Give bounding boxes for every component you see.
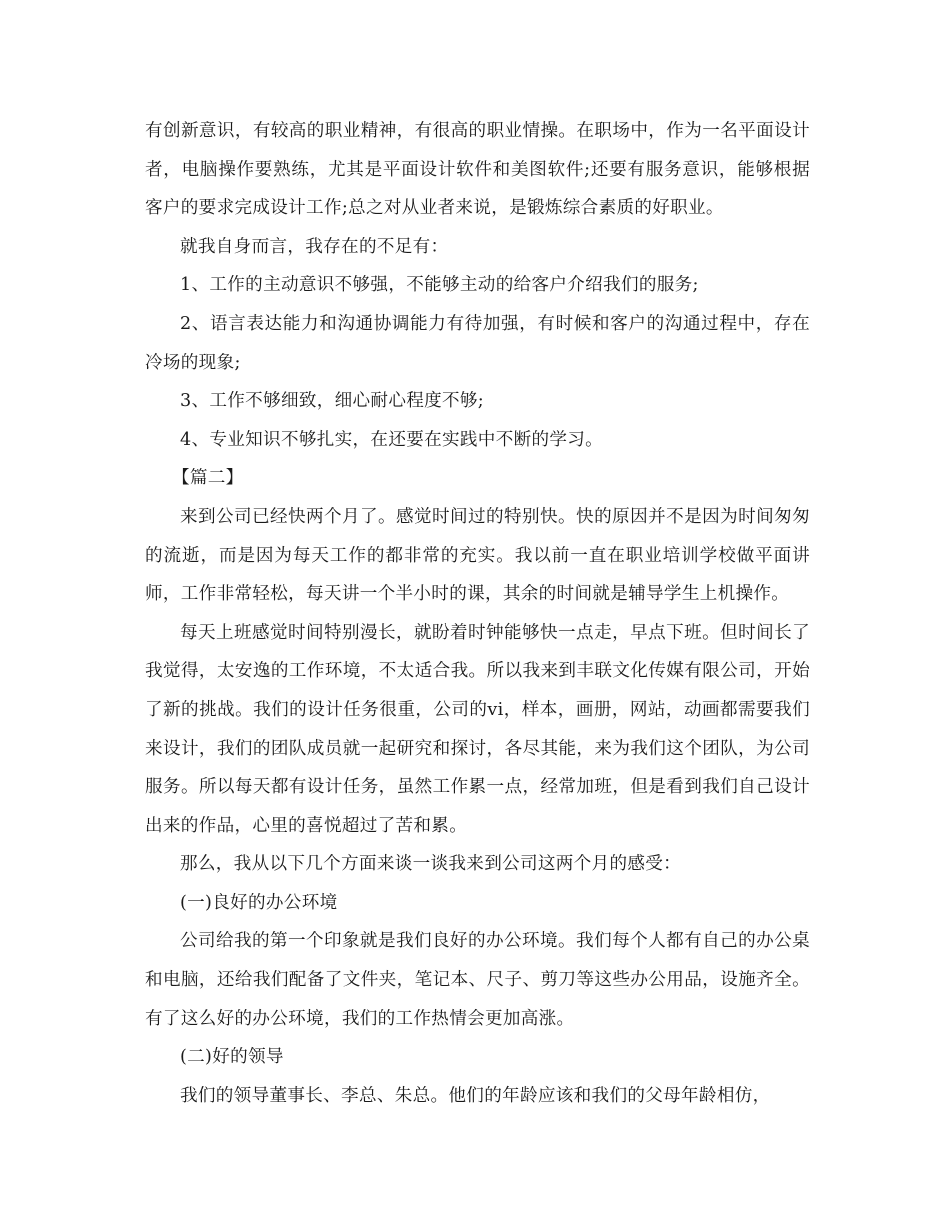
subheading-good-leaders: (二)好的领导: [180, 1047, 284, 1068]
list-item-1: 1、工作的主动意识不够强，不能够主动的给客户介绍我们的服务;: [180, 275, 699, 296]
paragraph-daily-work: 每天上班感觉时间特别漫长，就盼着时钟能够快一点走，早点下班。但时间长了我觉得，太安逸的工作环境，不太适合我。所以我来到丰联文化传媒有限公司，开始了新的挑战。我们的设计任务很重，公司的vi，样本，画册，网站，动画都需要我们来设计，我们的团队成员就一起研究和探讨，各尽其能，来为我们这个团队，为公司服务。所以每天都有设计任务，虽然工作累一点，经常加班，但是看到我们自己设计出来的作品，心里的喜悦超过了苦和累。: [145, 622, 810, 836]
paragraph-office-environment: 公司给我的第一个印象就是我们良好的办公环境。我们每个人都有自己的办公桌和电脑，还给我们配备了文件夹，笔记本、尺子、剪刀等这些办公用品，设施齐全。有了这么好的办公环境，我们的工作热情会更加高涨。: [145, 931, 810, 1029]
paragraph-arrival: 来到公司已经快两个月了。感觉时间过的特别快。快的原因并不是因为时间匆匆的流逝，而是因为每天工作的都非常的充实。我以前一直在职业培训学校做平面讲师，工作非常轻松，每天讲一个半小时的课，其余的时间就是辅导学生上机操作。: [145, 506, 810, 605]
paragraph-shortcomings-intro: 就我自身而言，我存在的不足有：: [180, 236, 449, 257]
paragraph-leaders: 我们的领导董事长、李总、朱总。他们的年龄应该和我们的父母年龄相仿，: [180, 1085, 771, 1106]
document-body: [145, 112, 810, 1115]
list-item-2: 2、语言表达能力和沟通协调能力有待加强，有时候和客户的沟通过程中，存在冷场的现象;: [145, 313, 810, 373]
section-heading-part-two: 【篇二】: [172, 468, 244, 489]
paragraph-aspects-intro: 那么，我从以下几个方面来谈一谈我来到公司这两个月的感受：: [180, 854, 682, 875]
list-item-3: 3、工作不够细致，细心耐心程度不够;: [180, 391, 485, 412]
list-item-4: 4、专业知识不够扎实，在还要在实践中不断的学习。: [180, 429, 604, 450]
paragraph-intro: 有创新意识，有较高的职业精神，有很高的职业情操。在职场中，作为一名平面设计者，电脑操作要熟练，尤其是平面设计软件和美图软件;还要有服务意识，能够根据客户的要求完成设计工作;总之对从业者来说，是锻炼综合素质的好职业。: [145, 121, 810, 219]
subheading-office-environment: (一)良好的办公环境: [180, 892, 338, 913]
